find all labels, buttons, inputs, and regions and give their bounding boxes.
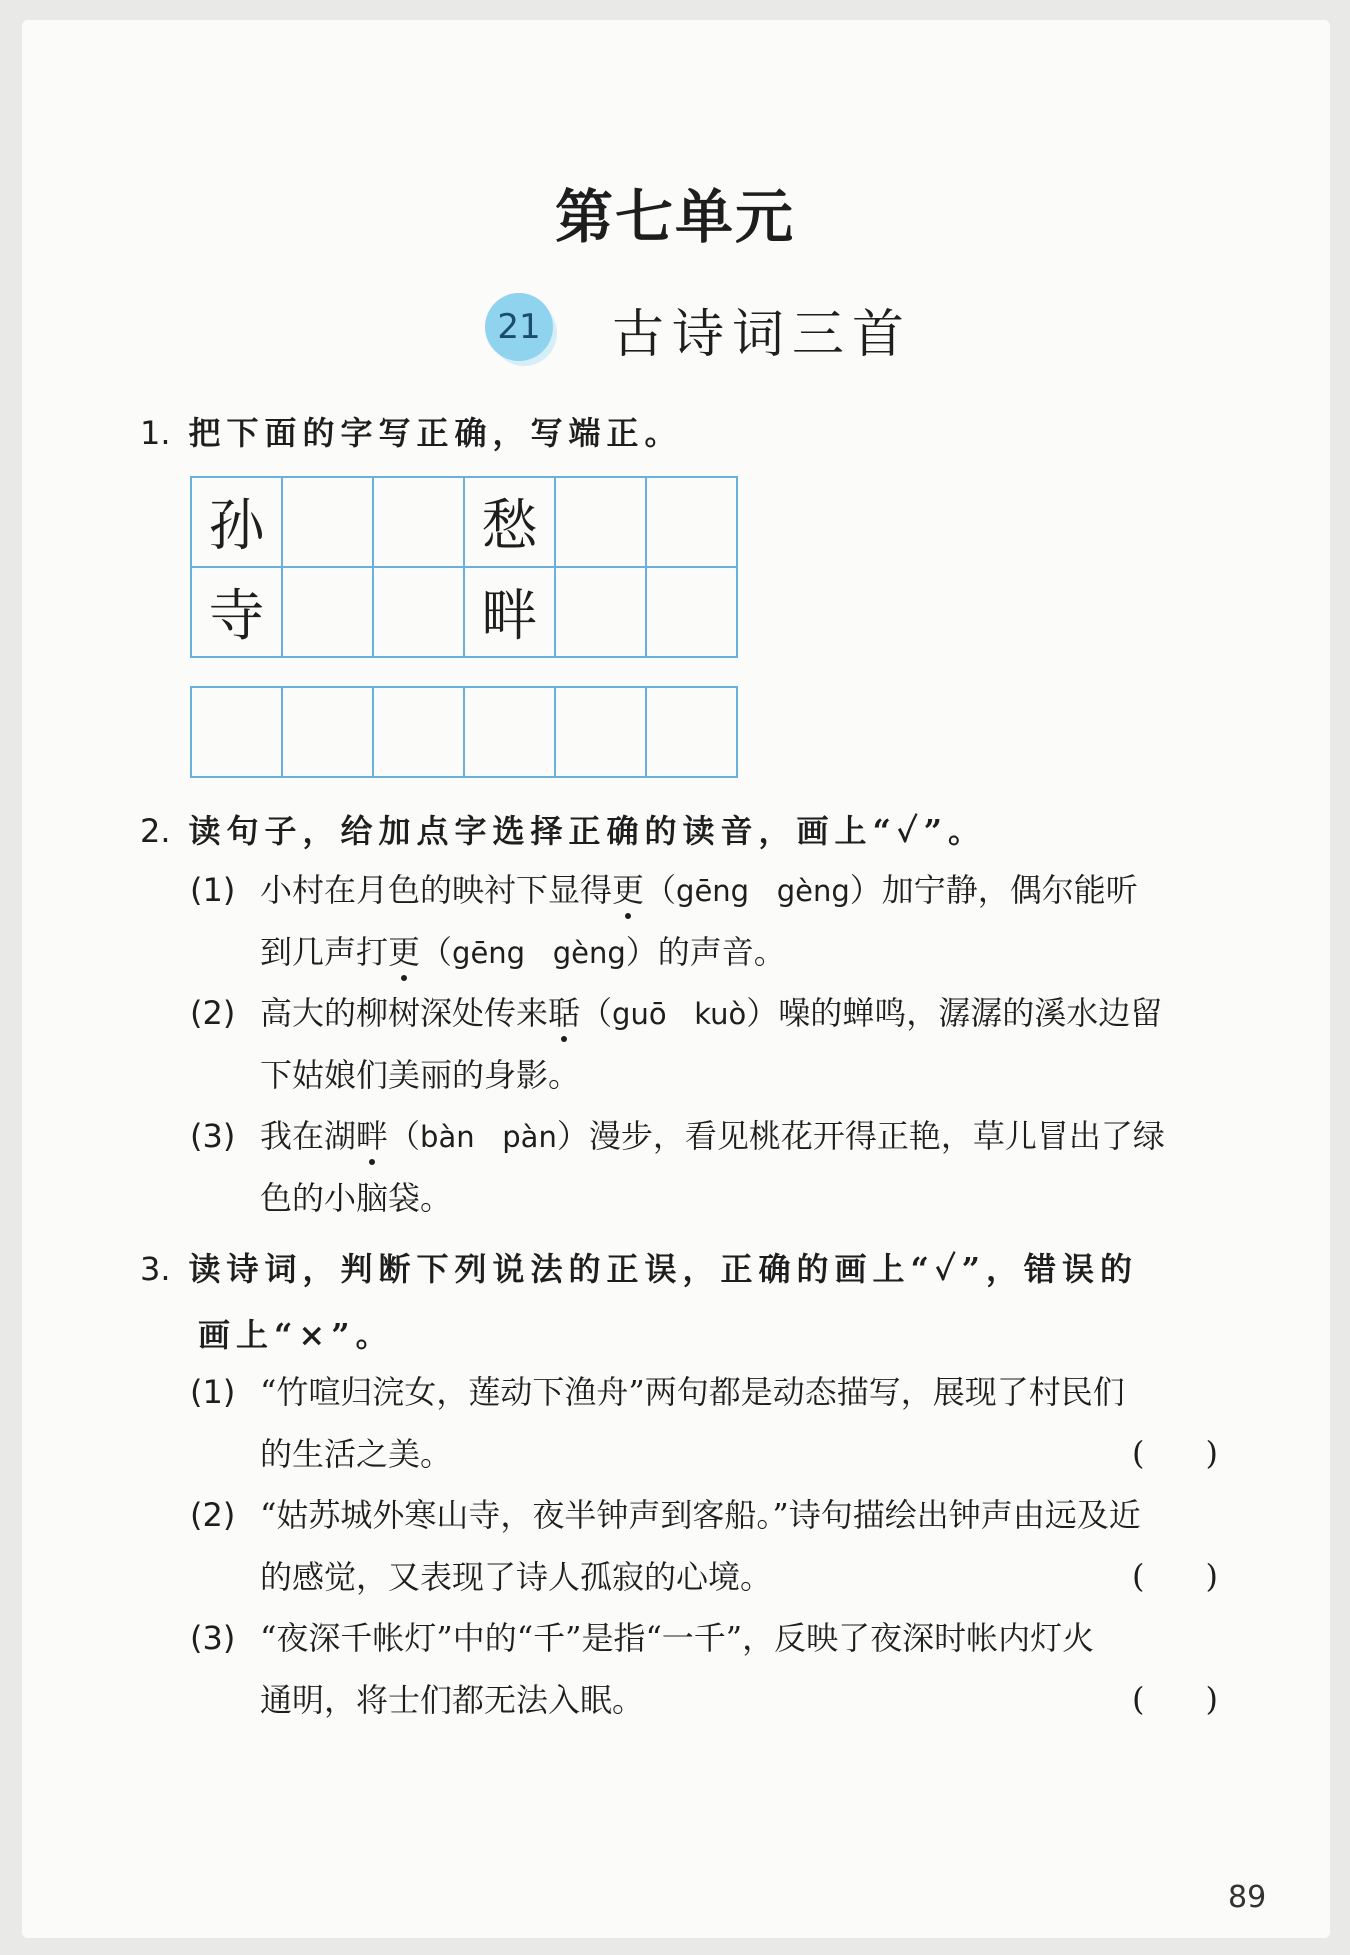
item-text: 到几声打	[260, 933, 389, 971]
item-text: （	[580, 994, 613, 1032]
item-text: （	[644, 871, 677, 909]
answer-parentheses[interactable]: ( )	[1132, 1434, 1218, 1472]
lesson-number-badge: 21	[485, 293, 553, 361]
grid-cell[interactable]	[282, 567, 373, 657]
item-text: ）漫步，看见桃花开得正艳，草儿冒出了绿	[556, 1117, 1165, 1155]
lesson-title: 古诗词三首	[612, 305, 913, 365]
item-text: （	[388, 1117, 421, 1155]
answer-parentheses[interactable]: ( )	[1132, 1680, 1218, 1718]
q3-item-3	[190, 1618, 1270, 1719]
item-line-2	[260, 932, 786, 973]
grid-cell[interactable]	[282, 687, 373, 777]
grid-cell[interactable]	[555, 477, 646, 567]
grid-cell: 寺	[191, 567, 282, 657]
dotted-char: 更	[612, 871, 645, 909]
grid-cell: 愁	[464, 477, 555, 567]
item-prefix: (2)	[190, 994, 236, 1032]
item-prefix: (1)	[190, 871, 236, 909]
item-line-2: 的感觉，又表现了诗人孤寂的心境。	[260, 1558, 773, 1596]
question-number: 3.	[140, 1250, 171, 1288]
item-text: ）噪的蝉鸣，潺潺的溪水边留	[746, 994, 1163, 1032]
grid-cell[interactable]	[555, 687, 646, 777]
item-line-2: 下姑娘们美丽的身影。	[260, 1056, 581, 1094]
item-prefix: (3)	[190, 1117, 236, 1155]
dotted-char: 聒	[548, 994, 581, 1032]
unit-title: 第七单元	[554, 183, 795, 251]
pinyin-options[interactable]: gēng gèng	[676, 874, 850, 908]
q2-item-2	[190, 993, 1250, 1094]
question-prompt: 读句子，给加点字选择正确的读音，画上“✓”。	[188, 812, 986, 850]
q3-item-1	[190, 1372, 1270, 1473]
pinyin-options[interactable]: bàn pàn	[420, 1120, 557, 1154]
item-text: （	[420, 933, 453, 971]
item-text: 我在湖	[260, 1117, 357, 1155]
item-text: 高大的柳树深处传来	[260, 994, 549, 1032]
grid-cell[interactable]	[646, 567, 737, 657]
answer-parentheses[interactable]: ( )	[1132, 1557, 1218, 1595]
grid-cell[interactable]	[373, 687, 464, 777]
item-line-2: 通明，将士们都无法入眠。	[260, 1681, 645, 1719]
dotted-char: 更	[388, 933, 421, 971]
grid-cell[interactable]	[646, 477, 737, 567]
q2-item-3	[190, 1116, 1250, 1217]
writing-grid-1	[190, 476, 738, 658]
page-number: 89	[1228, 1880, 1267, 1915]
question-2	[140, 806, 986, 852]
item-text: “竹喧归浣女，莲动下渔舟”两句都是动态描写，展现了村民们	[260, 1373, 1125, 1411]
grid-cell: 畔	[464, 567, 555, 657]
q2-item-1	[190, 870, 1250, 971]
grid-cell[interactable]	[191, 687, 282, 777]
question-prompt: 把下面的字写正确，写端正。	[188, 414, 683, 452]
q3-item-2	[190, 1495, 1270, 1596]
item-prefix: (2)	[190, 1496, 236, 1534]
grid-cell[interactable]	[646, 687, 737, 777]
item-prefix: (3)	[190, 1619, 236, 1657]
question-number: 2.	[140, 812, 171, 850]
grid-cell[interactable]	[373, 567, 464, 657]
question-number: 1.	[140, 414, 171, 452]
item-text: “姑苏城外寒山寺，夜半钟声到客船。”诗句描绘出钟声由远及近	[260, 1496, 1141, 1534]
grid-cell[interactable]	[282, 477, 373, 567]
pinyin-options[interactable]: gēng gèng	[452, 936, 626, 970]
item-text: ）加宁静，偶尔能听	[849, 871, 1138, 909]
grid-cell: 孙	[191, 477, 282, 567]
grid-cell[interactable]	[464, 687, 555, 777]
question-3-line-2: 画上“×”。	[198, 1316, 394, 1354]
question-3	[140, 1244, 1138, 1290]
question-1	[140, 408, 683, 454]
dotted-char: 畔	[356, 1117, 389, 1155]
item-text: ）的声音。	[625, 933, 786, 971]
pinyin-options[interactable]: guō kuò	[612, 997, 747, 1031]
item-line-2: 的生活之美。	[260, 1435, 453, 1473]
item-text: “夜深千帐灯”中的“千”是指“一千”，反映了夜深时帐内灯火	[260, 1619, 1095, 1657]
item-prefix: (1)	[190, 1373, 236, 1411]
writing-grid-2	[190, 686, 738, 778]
item-line-2: 色的小脑袋。	[260, 1179, 453, 1217]
grid-cell[interactable]	[555, 567, 646, 657]
question-prompt: 读诗词，判断下列说法的正误，正确的画上“✓”，错误的	[188, 1250, 1138, 1288]
item-text: 小村在月色的映衬下显得	[260, 871, 613, 909]
grid-cell[interactable]	[373, 477, 464, 567]
